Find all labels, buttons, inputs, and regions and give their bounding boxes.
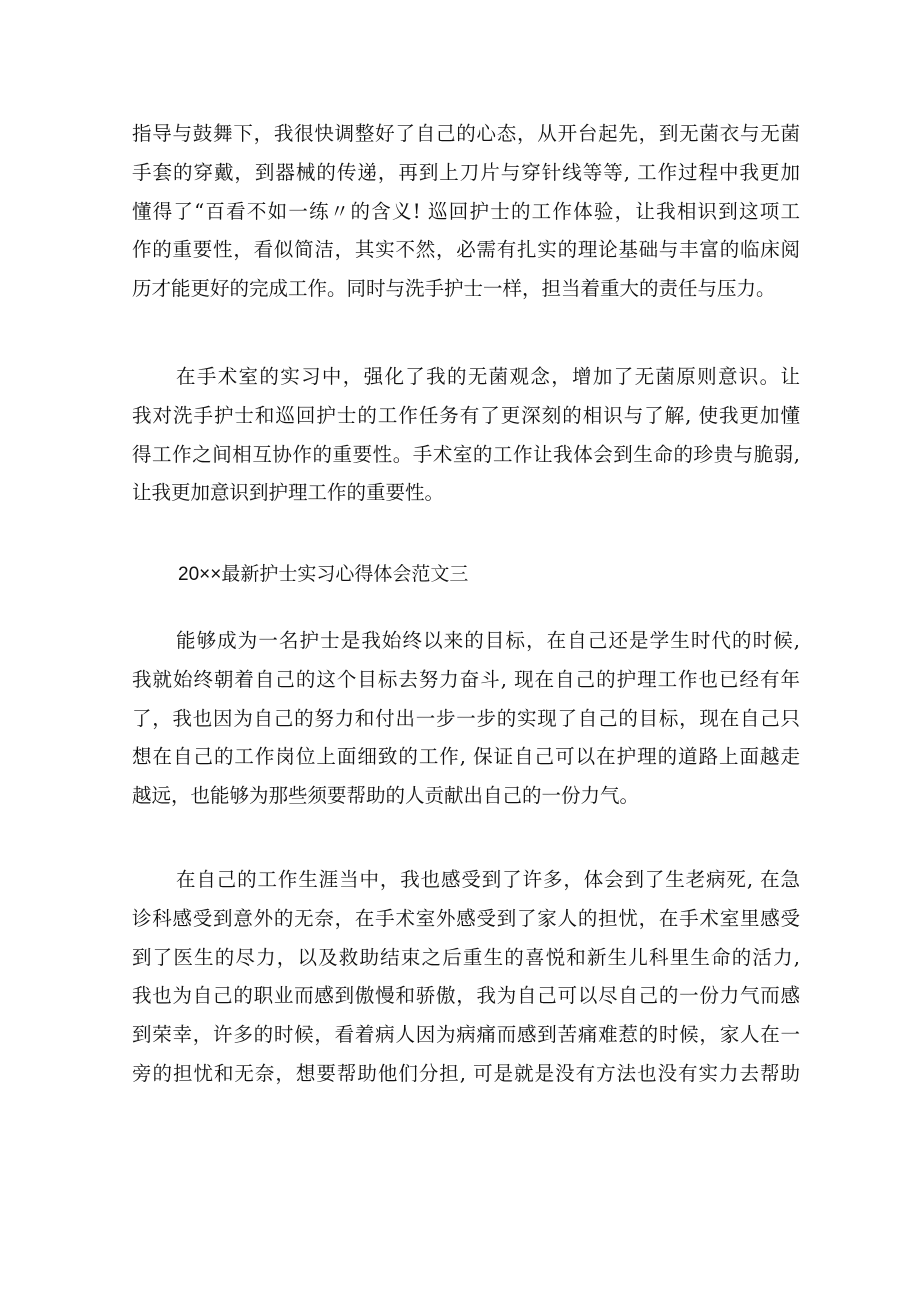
- paragraph-line: 指导与鼓舞下，我很快调整好了自己的心态，从开台起先，到无菌衣与无菌: [132, 122, 800, 145]
- paragraph-line: 我就始终朝着自己的这个目标去努力奋斗, 现在自己的护理工作也已经有年: [132, 667, 800, 691]
- paragraph-line: 我对洗手护士和巡回护士的工作任务有了更深刻的相识与了解, 使我更加懂: [132, 403, 800, 427]
- paragraph-line: 手套的穿戴，到器械的传递，再到上刀片与穿针线等等, 工作过程中我更加: [132, 160, 800, 184]
- paragraph-3: [132, 622, 800, 816]
- paragraph-line: 历才能更好的完成工作。同时与洗手护士一样，担当着重大的责任与压力。: [132, 277, 776, 301]
- paragraph-line: 得工作之间相互协作的重要性。手术室的工作让我体会到生命的珍贵与脆弱,: [132, 442, 800, 466]
- paragraph-line: 诊科感受到意外的无奈，在手术室外感受到了家人的担忧，在手术室里感受: [132, 906, 800, 930]
- paragraph-4: [132, 861, 800, 1094]
- paragraph-line: 在自己的工作生涯当中，我也感受到了许多，体会到了生老病死, 在急: [176, 868, 800, 891]
- paragraph-line: 旁的担忧和无奈，想要帮助他们分担, 可是就是没有方法也没有实力去帮助: [132, 1061, 800, 1085]
- paragraph-line: 越远，也能够为那些须要帮助的人贡献出自己的一份力气。: [132, 784, 640, 808]
- section-heading: 20××最新护士实习心得体会范文三: [178, 564, 469, 585]
- paragraph-line: 在手术室的实习中，强化了我的无菌观念，增加了无菌原则意识。让: [176, 365, 800, 388]
- paragraph-line: 我也为自己的职业而感到傲慢和骄傲，我为自己可以尽自己的一份力气而感: [132, 984, 800, 1008]
- paragraph-1: [132, 115, 800, 309]
- paragraph-line: 懂得了“百看不如一练〃的含义! 巡回护士的工作体验，让我相识到这项工: [132, 199, 800, 223]
- paragraph-line: 了，我也因为自己的努力和付出一步一步的实现了自己的目标，现在自己只: [132, 706, 800, 730]
- paragraph-line: 让我更加意识到护理工作的重要性。: [132, 481, 445, 505]
- paragraph-2: [132, 358, 800, 513]
- paragraph-line: 能够成为一名护士是我始终以来的目标，在自己还是学生时代的时候,: [176, 629, 800, 652]
- paragraph-line: 作的重要性，看似简洁，其实不然，必需有扎实的理论基础与丰富的临床阅: [132, 238, 800, 262]
- paragraph-line: 想在自己的工作岗位上面细致的工作, 保证自己可以在护理的道路上面越走: [132, 745, 800, 769]
- paragraph-line: 到荣幸，许多的时候，看着病人因为病痛而感到苦痛难惹的时候，家人在一: [132, 1023, 800, 1047]
- paragraph-line: 到了医生的尽力，以及救助结束之后重生的喜悦和新生儿科里生命的活力,: [132, 945, 800, 969]
